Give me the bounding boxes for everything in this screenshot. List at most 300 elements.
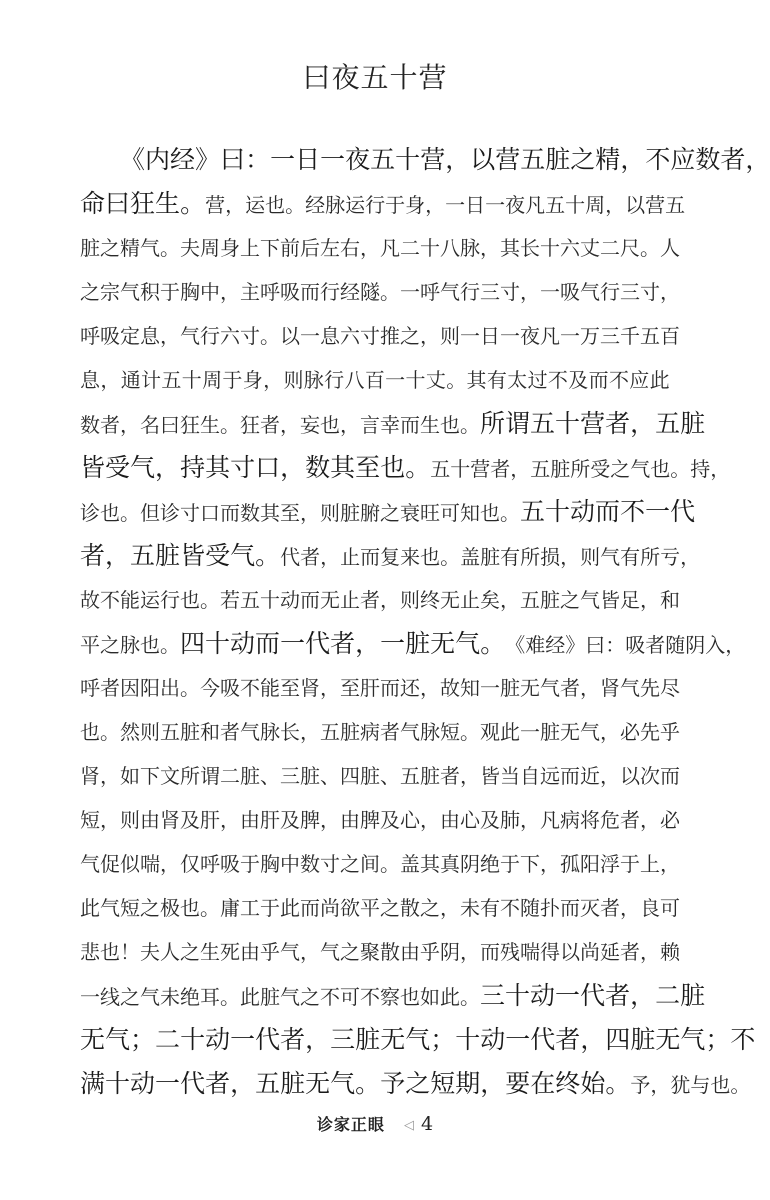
commentary-char: 应 [629, 368, 650, 392]
commentary-char: 未 [460, 896, 480, 920]
commentary-char: 寸 [180, 501, 200, 525]
commentary-char: 中 [280, 852, 300, 876]
commentary-char: 则 [140, 720, 160, 744]
commentary-char: 不 [100, 588, 120, 612]
classic-text-char: 。 [255, 541, 281, 570]
commentary-char: 乎 [260, 940, 280, 964]
classic-text-char: 营 [495, 145, 521, 174]
commentary-char: ， [605, 193, 626, 217]
classic-text-char: 者 [80, 541, 106, 570]
commentary-char: 行 [160, 588, 180, 612]
commentary-char: 察 [380, 985, 400, 1009]
classic-text-char: 十 [545, 497, 571, 526]
commentary-char: 脉 [420, 720, 440, 744]
commentary-char: ， [160, 324, 180, 348]
commentary-char: 者 [620, 940, 640, 964]
commentary-char: 由 [240, 940, 260, 964]
commentary-char: 脏 [300, 764, 320, 788]
classic-text-char: 而 [595, 497, 621, 526]
commentary-char: 一 [445, 193, 466, 217]
commentary-char: 吸 [220, 852, 240, 876]
commentary-char: 口 [200, 501, 220, 525]
commentary-char: 脏 [480, 545, 501, 569]
commentary-char: 。 [200, 896, 220, 920]
text-line [80, 490, 696, 534]
commentary-char: 数 [300, 852, 320, 876]
commentary-char: 中 [200, 280, 220, 304]
commentary-char: 绝 [180, 985, 200, 1009]
commentary-char: 短 [80, 808, 100, 832]
commentary-char: 。 [670, 457, 691, 481]
commentary-char: 经 [340, 280, 360, 304]
commentary-char: 而 [380, 676, 400, 700]
commentary-char: 丈 [580, 236, 600, 260]
commentary-char: 气 [620, 676, 640, 700]
classic-text-char: 动 [530, 981, 556, 1010]
commentary-char: 右 [340, 236, 360, 260]
commentary-char: 名 [140, 413, 160, 437]
commentary-char: 平 [80, 633, 100, 657]
commentary-char: 狂 [240, 413, 260, 437]
commentary-char: 聚 [360, 940, 380, 964]
classic-text-char: 无 [655, 1025, 681, 1054]
commentary-char: 气 [100, 896, 120, 920]
commentary-char: 十 [420, 236, 440, 260]
classic-text-char: 五 [655, 409, 681, 438]
commentary-char: 身 [220, 236, 240, 260]
commentary-char: 也 [100, 940, 120, 964]
commentary-char: 数 [80, 413, 100, 437]
commentary-char: 而 [300, 280, 320, 304]
commentary-char: 不 [608, 368, 629, 392]
commentary-char: ， [510, 457, 531, 481]
commentary-char: 脏 [500, 676, 520, 700]
commentary-char: 则 [320, 501, 340, 525]
commentary-char: 和 [660, 588, 680, 612]
commentary-char: 似 [120, 852, 140, 876]
commentary-char: 肝 [260, 808, 280, 832]
commentary-char: 十 [405, 368, 426, 392]
commentary-char: 不 [360, 985, 380, 1009]
commentary-char: 、 [260, 764, 280, 788]
commentary-char: 予 [630, 1073, 651, 1097]
commentary-char: 肺 [500, 808, 520, 832]
commentary-char: 。 [460, 413, 480, 437]
commentary-char: 。 [200, 588, 220, 612]
commentary-char: 者 [260, 413, 280, 437]
classic-text-char: 无 [380, 1025, 406, 1054]
classic-text-char: 数 [305, 453, 331, 482]
commentary-char: 此 [500, 720, 520, 744]
commentary-char: 脉 [120, 633, 140, 657]
classic-text-char: 受 [205, 541, 231, 570]
commentary-char: 五 [520, 588, 540, 612]
commentary-char: 能 [120, 588, 140, 612]
commentary-char: 身 [405, 193, 426, 217]
commentary-char: 可 [660, 896, 680, 920]
classic-text-char: 受 [105, 453, 131, 482]
classic-text-char: 以 [470, 145, 496, 174]
commentary-char: ， [660, 852, 680, 876]
commentary-char: 孤 [560, 852, 580, 876]
commentary-char: 阴 [440, 940, 460, 964]
commentary-char: 短 [440, 720, 460, 744]
classic-text-char: 寸 [230, 453, 256, 482]
classic-text-char: 皆 [80, 453, 106, 482]
commentary-char: ， [500, 588, 520, 612]
classic-text-char: 内 [145, 145, 171, 174]
commentary-char: 六 [560, 236, 580, 260]
commentary-char: 气 [600, 545, 621, 569]
commentary-char: ， [425, 193, 446, 217]
commentary-char: 其 [420, 852, 440, 876]
commentary-char: 后 [300, 236, 320, 260]
classic-text-char: 其 [330, 453, 356, 482]
classic-text-char: 脏 [405, 629, 431, 658]
classic-text-char: 气 [230, 541, 256, 570]
commentary-char: 之 [300, 985, 320, 1009]
commentary-char: 此 [280, 896, 300, 920]
commentary-char: 乎 [660, 720, 680, 744]
commentary-char: 》 [565, 633, 586, 657]
commentary-char: 脉 [325, 193, 346, 217]
classic-text-char: ， [745, 145, 770, 174]
commentary-char: 左 [320, 236, 340, 260]
commentary-char: 者 [100, 413, 120, 437]
commentary-char: 行 [460, 280, 480, 304]
commentary-char: 六 [220, 324, 240, 348]
commentary-char: 随 [665, 633, 686, 657]
commentary-char: 肾 [80, 764, 100, 788]
classic-text-char: 四 [180, 629, 206, 658]
classic-text-char: 五 [520, 145, 546, 174]
classic-text-char: 脏 [280, 1069, 306, 1098]
commentary-char: ， [480, 236, 500, 260]
classic-text-char: ， [355, 629, 381, 658]
commentary-char: 诊 [160, 501, 180, 525]
commentary-char: 呼 [420, 280, 440, 304]
commentary-char: 肝 [200, 808, 220, 832]
text-line [80, 622, 746, 666]
commentary-char: 线 [100, 985, 120, 1009]
commentary-char: 脏 [360, 764, 380, 788]
classic-text-char: 口 [255, 453, 281, 482]
commentary-char: 五 [400, 764, 420, 788]
commentary-char: 气 [400, 720, 420, 744]
commentary-char: 妄 [300, 413, 320, 437]
commentary-char: 庸 [220, 896, 240, 920]
commentary-char: 脏 [180, 720, 200, 744]
commentary-char: 。 [380, 852, 400, 876]
classic-text-char: 脏 [545, 145, 571, 174]
commentary-char: 三 [280, 764, 300, 788]
classic-text-char: 三 [480, 981, 506, 1010]
commentary-char: ， [420, 324, 440, 348]
commentary-char: 心 [460, 808, 480, 832]
commentary-char: 者 [440, 764, 460, 788]
commentary-char: 极 [160, 896, 180, 920]
commentary-char: 二 [400, 236, 420, 260]
left-arrow-icon: ◁ [403, 1118, 414, 1133]
classic-text-char: 夜 [345, 145, 371, 174]
classic-text-char: ： [245, 145, 271, 174]
classic-text-char: 不 [620, 497, 646, 526]
commentary-char: 营 [205, 193, 226, 217]
classic-text-char: 一 [320, 145, 346, 174]
commentary-char: ， [680, 545, 701, 569]
classic-text-char: 十 [205, 629, 231, 658]
commentary-char: 行 [200, 324, 220, 348]
commentary-char: 周 [200, 236, 220, 260]
commentary-char: 营 [645, 193, 666, 217]
classic-text-char: 代 [255, 1025, 281, 1054]
commentary-char: 而 [300, 588, 320, 612]
commentary-char: 真 [440, 852, 460, 876]
commentary-char: 二 [600, 236, 620, 260]
commentary-char: 之 [80, 280, 100, 304]
commentary-char: 阴 [685, 633, 706, 657]
commentary-char: ， [640, 940, 660, 964]
classic-text-char: 一 [155, 1069, 181, 1098]
commentary-char: 也 [80, 720, 100, 744]
commentary-char: 随 [520, 896, 540, 920]
commentary-char: 而 [360, 545, 381, 569]
classic-text-char: 气 [105, 1025, 131, 1054]
commentary-char: ， [725, 633, 746, 657]
commentary-char: 。 [380, 280, 400, 304]
commentary-char: 气 [140, 985, 160, 1009]
classic-text-char: 动 [230, 629, 256, 658]
commentary-char: 此 [240, 985, 260, 1009]
commentary-char: 尽 [660, 676, 680, 700]
commentary-char: 所 [180, 764, 200, 788]
classic-text-char: 者 [280, 1025, 306, 1054]
commentary-char: 脏 [240, 764, 260, 788]
commentary-char: 寸 [360, 324, 380, 348]
classic-text-char: 要 [505, 1069, 531, 1098]
commentary-char: 脉 [460, 236, 480, 260]
commentary-char: 日 [465, 193, 486, 217]
classic-text-char: 脏 [630, 1025, 656, 1054]
commentary-char: 也 [140, 633, 160, 657]
commentary-char: 三 [620, 280, 640, 304]
classic-text-char: 五 [530, 409, 556, 438]
page-title: 曰夜五十营 [302, 61, 448, 94]
commentary-char: 万 [580, 324, 600, 348]
commentary-char: 可 [340, 985, 360, 1009]
commentary-char: 呼 [200, 852, 220, 876]
commentary-char: 心 [400, 808, 420, 832]
commentary-char: 其 [260, 501, 280, 525]
commentary-char: 及 [480, 808, 500, 832]
commentary-char: 浮 [600, 852, 620, 876]
commentary-char: 也 [420, 545, 441, 569]
commentary-char: 一 [385, 368, 406, 392]
commentary-char: 生 [200, 940, 220, 964]
commentary-char: 六 [340, 324, 360, 348]
commentary-char: 犹 [670, 1073, 691, 1097]
commentary-char: 。 [220, 985, 240, 1009]
commentary-char: 则 [283, 368, 304, 392]
classic-text-char: 之 [405, 1069, 431, 1098]
commentary-char: 隧 [360, 280, 380, 304]
commentary-char: 危 [600, 808, 620, 832]
commentary-char: 计 [141, 368, 162, 392]
commentary-char: ， [460, 940, 480, 964]
commentary-char: 赖 [660, 940, 680, 964]
commentary-char: 周 [202, 368, 223, 392]
commentary-char: 寸 [640, 280, 660, 304]
text-line [80, 974, 706, 1018]
commentary-char: 之 [340, 852, 360, 876]
commentary-char: 也 [320, 413, 340, 437]
commentary-char: 也 [100, 501, 120, 525]
classic-text-char: 代 [670, 497, 696, 526]
commentary-char: 知 [460, 501, 480, 525]
classic-text-char: 一 [280, 629, 306, 658]
commentary-char: 先 [640, 720, 660, 744]
commentary-char: ： [605, 633, 626, 657]
commentary-char: ， [120, 413, 140, 437]
commentary-char: 由 [400, 940, 420, 964]
commentary-char: 而 [480, 940, 500, 964]
classic-text-char: 所 [480, 409, 506, 438]
commentary-char: 行 [600, 280, 620, 304]
commentary-char: 者 [560, 676, 580, 700]
classic-text-char: 曰 [220, 145, 246, 174]
commentary-char: 而 [588, 368, 609, 392]
commentary-char: 有 [480, 896, 500, 920]
commentary-char: 三 [480, 280, 500, 304]
commentary-char: 脏 [80, 236, 100, 260]
commentary-char: 下 [520, 852, 540, 876]
commentary-char: ， [560, 545, 581, 569]
commentary-char: 近 [580, 764, 600, 788]
commentary-char: 有 [486, 368, 507, 392]
text-line [80, 182, 686, 226]
commentary-char: 止 [460, 588, 480, 612]
text-line [80, 710, 680, 754]
classic-text-char: 谓 [505, 409, 531, 438]
commentary-char: 。 [160, 236, 180, 260]
commentary-char: 知 [460, 676, 480, 700]
classic-text-char: 者 [330, 629, 356, 658]
commentary-char: 于 [240, 852, 260, 876]
commentary-char: 脏 [550, 457, 571, 481]
commentary-char: 夫 [140, 940, 160, 964]
commentary-char: 也 [180, 588, 200, 612]
commentary-char: 皆 [600, 588, 620, 612]
commentary-char: 阴 [460, 852, 480, 876]
commentary-char: 一 [500, 324, 520, 348]
commentary-char: 之 [100, 236, 120, 260]
commentary-char: 过 [527, 368, 548, 392]
commentary-char: 短 [120, 896, 140, 920]
commentary-char: 必 [660, 808, 680, 832]
classic-text-char: 狂 [130, 189, 156, 218]
commentary-char: 受 [590, 457, 611, 481]
classic-text-char: 二 [655, 981, 681, 1010]
classic-text-char: 脏 [680, 409, 706, 438]
commentary-char: 。 [460, 720, 480, 744]
commentary-char: 盖 [460, 545, 481, 569]
classic-text-char: 十 [455, 1025, 481, 1054]
commentary-char: 故 [80, 588, 100, 612]
commentary-char: ， [420, 808, 440, 832]
classic-text-char: 。 [405, 453, 431, 482]
commentary-char: 脾 [300, 808, 320, 832]
commentary-char: 一 [485, 193, 506, 217]
commentary-char: 积 [140, 280, 160, 304]
commentary-char: 一 [560, 324, 580, 348]
commentary-char: 气 [540, 676, 560, 700]
commentary-char: ， [600, 764, 620, 788]
commentary-char: 促 [100, 852, 120, 876]
commentary-char: 损 [540, 545, 561, 569]
commentary-char: 也 [710, 1073, 731, 1097]
commentary-char: 营 [470, 457, 491, 481]
commentary-char: 及 [180, 808, 200, 832]
page-number: 4 [421, 1113, 434, 1135]
commentary-char: 息 [80, 368, 100, 392]
commentary-char: 阳 [580, 852, 600, 876]
commentary-char: 由 [240, 808, 260, 832]
commentary-char: 有 [620, 545, 641, 569]
classic-text-char: ， [480, 1069, 506, 1098]
commentary-char: 尚 [320, 896, 340, 920]
commentary-char: ， [520, 808, 540, 832]
commentary-char: 凡 [525, 193, 546, 217]
commentary-char: 仅 [180, 852, 200, 876]
commentary-char: 散 [400, 896, 420, 920]
commentary-char: 以 [625, 193, 646, 217]
commentary-char: 则 [440, 324, 460, 348]
commentary-char: ， [420, 676, 440, 700]
commentary-char: 五 [530, 457, 551, 481]
commentary-char: 呼 [80, 676, 100, 700]
classic-text-char: 五 [255, 1069, 281, 1098]
commentary-char: 于 [260, 896, 280, 920]
classic-text-char: 经 [170, 145, 196, 174]
commentary-char: 之 [140, 896, 160, 920]
commentary-char: 气 [580, 280, 600, 304]
commentary-char: 于 [385, 193, 406, 217]
commentary-char: 生 [420, 413, 440, 437]
commentary-char: 。 [285, 193, 306, 217]
commentary-char: 代 [280, 545, 301, 569]
commentary-char: 夫 [180, 236, 200, 260]
commentary-char: 百 [660, 324, 680, 348]
commentary-char: 数 [240, 501, 260, 525]
classic-text-char: ； [130, 1025, 156, 1054]
classic-text-char: 终 [555, 1069, 581, 1098]
commentary-char: ， [520, 280, 540, 304]
commentary-char: 皆 [480, 764, 500, 788]
classic-text-char: 四 [605, 1025, 631, 1054]
commentary-char: 次 [640, 764, 660, 788]
commentary-char: 十 [565, 193, 586, 217]
commentary-char: 以 [620, 764, 640, 788]
commentary-char: 十 [181, 368, 202, 392]
commentary-char: 灭 [580, 896, 600, 920]
commentary-char: 者 [100, 676, 120, 700]
commentary-char: 八 [344, 368, 365, 392]
commentary-char: 而 [660, 764, 680, 788]
commentary-char: 长 [520, 236, 540, 260]
commentary-char: 将 [580, 808, 600, 832]
commentary-char: ， [620, 896, 640, 920]
commentary-char: 不 [320, 985, 340, 1009]
